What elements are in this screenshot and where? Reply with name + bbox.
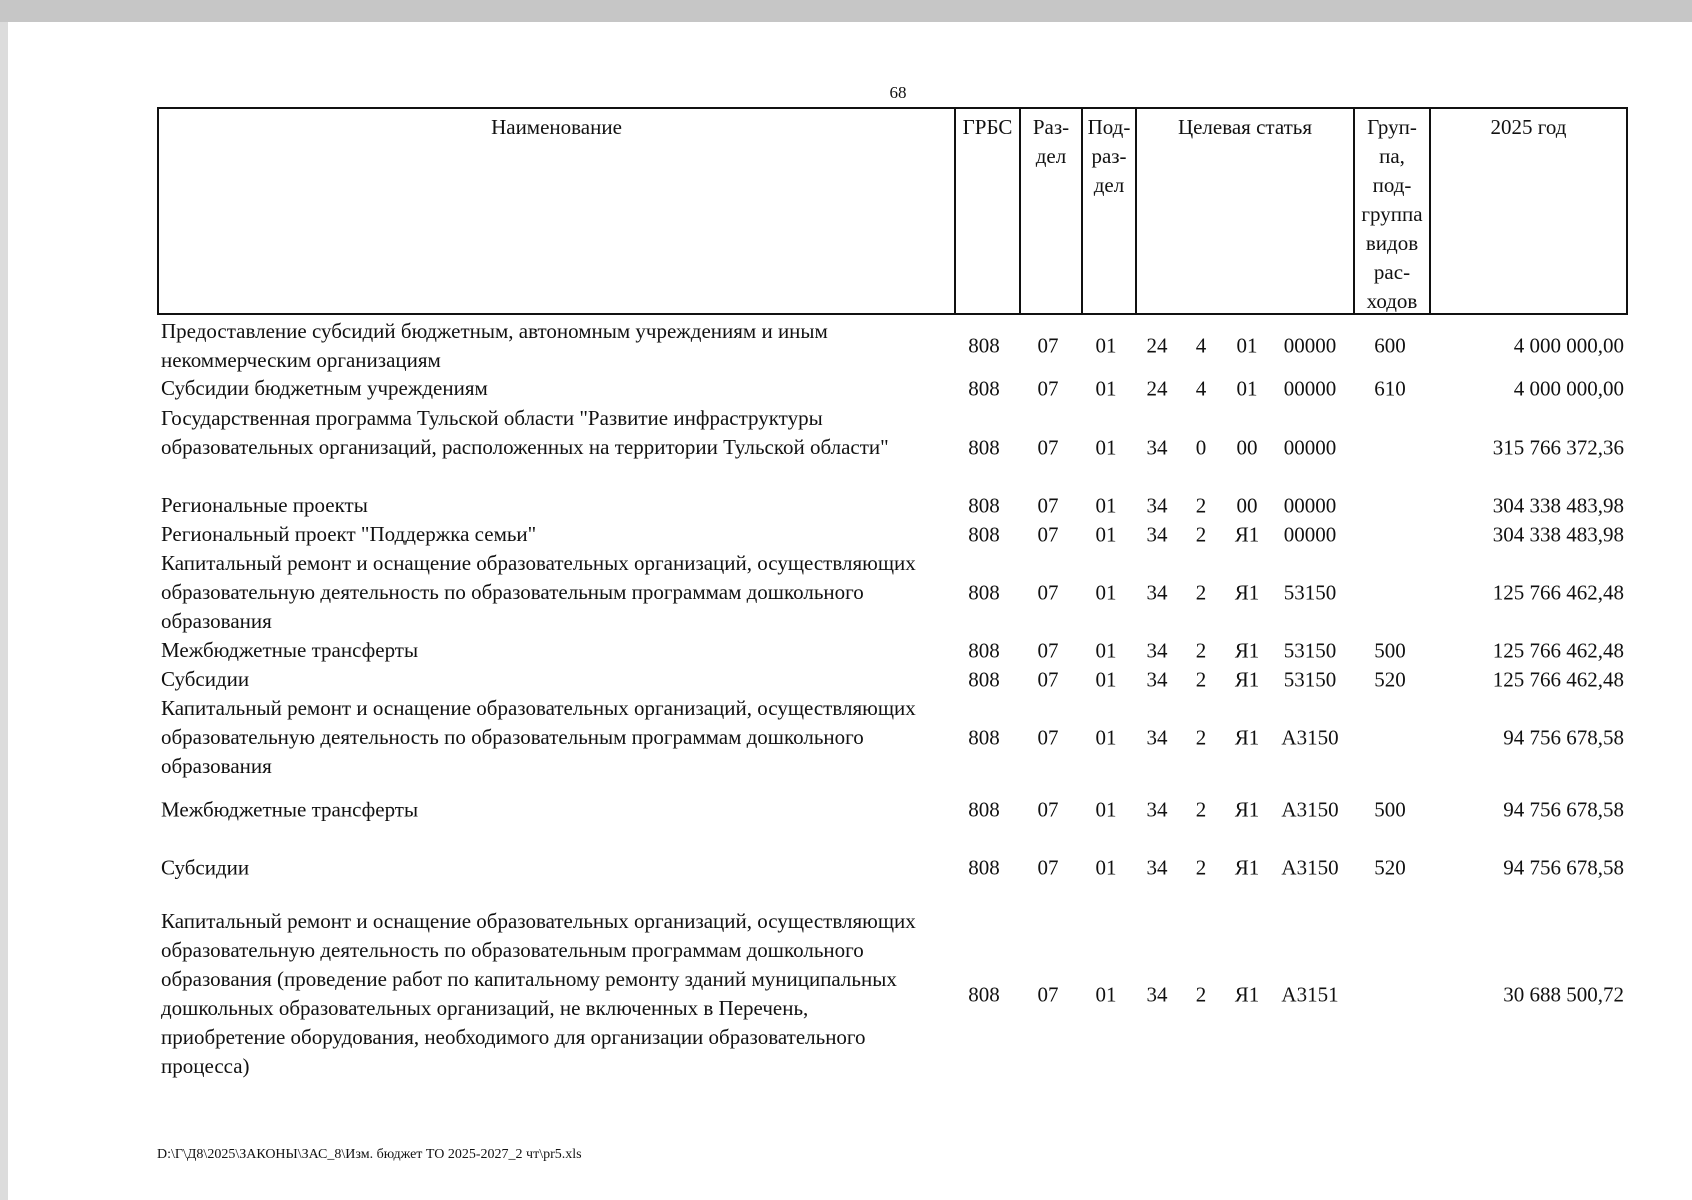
amount-cell: 4 000 000,00	[1513, 376, 1624, 400]
target-part1-cell: 34	[1146, 580, 1168, 604]
subsection-cell: 01	[1095, 638, 1117, 662]
target-part3-cell: Я1	[1234, 638, 1260, 662]
target-part2-cell: 0	[1195, 435, 1207, 459]
amount-cell: 304 338 483,98	[1492, 522, 1624, 546]
target-part3-cell: Я1	[1234, 725, 1260, 749]
grbs-cell: 808	[968, 725, 1000, 749]
scan-edge-left	[0, 22, 8, 1200]
expense-group-cell: 610	[1374, 376, 1406, 400]
target-part4-cell: 53150	[1283, 667, 1337, 691]
grbs-cell: 808	[968, 855, 1000, 880]
target-part3-cell: Я1	[1234, 522, 1260, 546]
target-part1-cell: 34	[1146, 667, 1168, 691]
amount-cell: 125 766 462,48	[1492, 667, 1624, 691]
target-part4-cell: 53150	[1283, 638, 1337, 662]
subsection-cell: 01	[1095, 667, 1117, 691]
target-part3-cell: Я1	[1234, 667, 1260, 691]
amount-cell: 30 688 500,72	[1503, 982, 1624, 1006]
target-part4-cell: 00000	[1283, 522, 1337, 546]
grbs-cell: 808	[968, 522, 1000, 546]
section-cell: 07	[1037, 333, 1059, 358]
row-name: Предоставление субсидий бюджетным, автономным учреждениям и иным некоммерческим организациям	[161, 319, 828, 372]
grbs-cell: 808	[968, 493, 1000, 517]
row-name: Государственная программа Тульской области "Развитие инфраструктуры образовательных организаций, расположенных на территории Тульской области"	[161, 406, 889, 459]
amount-cell: 94 756 678,58	[1503, 725, 1624, 749]
section-cell: 07	[1037, 580, 1059, 604]
section-cell: 07	[1037, 982, 1059, 1006]
expense-group-cell: 500	[1374, 797, 1406, 822]
subsection-cell: 01	[1095, 855, 1117, 880]
file-path-footer: D:\Г\Д8\2025\ЗАКОНЫ\ЗАС_8\Изм. бюджет ТО 2025-2027_2 чт\pr5.xls	[157, 1147, 582, 1162]
table-row	[157, 636, 1628, 665]
grbs-cell: 808	[968, 667, 1000, 691]
subsection-cell: 01	[1095, 797, 1117, 822]
expense-group-cell: 520	[1374, 667, 1406, 691]
row-name: Субсидии бюджетным учреждениям	[161, 376, 488, 400]
target-part1-cell: 34	[1146, 493, 1168, 517]
target-part4-cell: А3150	[1281, 725, 1339, 749]
table-row	[157, 549, 1628, 636]
target-part4-cell: А3150	[1281, 797, 1339, 822]
amount-cell: 125 766 462,48	[1492, 580, 1624, 604]
target-part1-cell: 34	[1146, 855, 1168, 880]
amount-cell: 94 756 678,58	[1503, 797, 1624, 822]
section-cell: 07	[1037, 376, 1059, 400]
table-row	[157, 848, 1628, 888]
section-cell: 07	[1037, 522, 1059, 546]
grbs-cell: 808	[968, 638, 1000, 662]
header-year: 2025 год	[1490, 115, 1567, 139]
grbs-cell: 808	[968, 376, 1000, 400]
expense-group-cell: 500	[1374, 638, 1406, 662]
table-row	[157, 404, 1628, 491]
target-part3-cell: Я1	[1234, 855, 1260, 880]
section-cell: 07	[1037, 638, 1059, 662]
target-part4-cell: А3151	[1281, 982, 1339, 1006]
target-part4-cell: 00000	[1283, 493, 1337, 517]
target-part3-cell: Я1	[1234, 982, 1260, 1006]
target-part1-cell: 34	[1146, 725, 1168, 749]
target-part3-cell: Я1	[1234, 580, 1260, 604]
row-name: Капитальный ремонт и оснащение образовательных организаций, осуществляющих образовательную деятельность по образовательным программам дошкольного образования	[161, 551, 916, 633]
table-header	[157, 107, 1628, 315]
section-cell: 07	[1037, 855, 1059, 880]
section-cell: 07	[1037, 725, 1059, 749]
table-row	[157, 491, 1628, 520]
subsection-cell: 01	[1095, 725, 1117, 749]
target-part2-cell: 2	[1195, 855, 1207, 880]
target-part4-cell: 00000	[1283, 376, 1337, 400]
target-part2-cell: 4	[1195, 376, 1207, 400]
target-part3-cell: 00	[1236, 493, 1258, 517]
header-target: Целевая статья	[1177, 115, 1313, 139]
target-part3-cell: 01	[1236, 376, 1258, 400]
row-name: Капитальный ремонт и оснащение образовательных организаций, осуществляющих образовательную деятельность по образовательным программам дошкольного образования	[161, 696, 916, 778]
row-name: Межбюджетные трансферты	[161, 638, 419, 662]
target-part2-cell: 2	[1195, 982, 1207, 1006]
table-row	[157, 665, 1628, 694]
grbs-cell: 808	[968, 333, 1000, 358]
target-part1-cell: 24	[1146, 333, 1168, 358]
scan-edge-top	[0, 0, 1692, 22]
target-part2-cell: 2	[1195, 493, 1207, 517]
target-part2-cell: 2	[1195, 638, 1207, 662]
target-part1-cell: 34	[1146, 982, 1168, 1006]
target-part4-cell: 53150	[1283, 580, 1337, 604]
subsection-cell: 01	[1095, 522, 1117, 546]
table-row	[157, 520, 1628, 549]
row-name: Капитальный ремонт и оснащение образовательных организаций, осуществляющих образовательную деятельность по образовательным программам дошкольного образования (проведение работ по капитальному ремонту зданий муниципальных дошкольных образовательных организаций, не включенных в Перечень, приобретение оборудования, необходимого для организации образовательного процесса)	[161, 909, 916, 1078]
target-part2-cell: 2	[1195, 667, 1207, 691]
table-row	[157, 317, 1628, 375]
section-cell: 07	[1037, 797, 1059, 822]
table-row	[157, 907, 1628, 1082]
target-part3-cell: 00	[1236, 435, 1258, 459]
subsection-cell: 01	[1095, 493, 1117, 517]
amount-cell: 125 766 462,48	[1492, 638, 1624, 662]
table-row	[157, 790, 1628, 830]
header-grbs: ГРБС	[962, 115, 1013, 139]
table-row	[157, 694, 1628, 781]
target-part4-cell: 00000	[1283, 435, 1337, 459]
amount-cell: 4 000 000,00	[1513, 333, 1624, 358]
target-part2-cell: 4	[1195, 333, 1207, 358]
row-name: Региональный проект "Поддержка семьи"	[161, 522, 537, 546]
grbs-cell: 808	[968, 982, 1000, 1006]
expense-group-cell: 520	[1374, 855, 1406, 880]
header-section: Раз- дел	[1032, 115, 1070, 168]
target-part2-cell: 2	[1195, 797, 1207, 822]
amount-cell: 304 338 483,98	[1492, 493, 1624, 517]
subsection-cell: 01	[1095, 435, 1117, 459]
target-part3-cell: Я1	[1234, 797, 1260, 822]
page-number: 68	[889, 83, 907, 102]
header-name: Наименование	[491, 115, 622, 139]
expense-group-cell: 600	[1374, 333, 1406, 358]
header-subsection: Под- раз- дел	[1087, 115, 1131, 197]
target-part1-cell: 34	[1146, 797, 1168, 822]
subsection-cell: 01	[1095, 333, 1117, 358]
section-cell: 07	[1037, 435, 1059, 459]
section-cell: 07	[1037, 493, 1059, 517]
section-cell: 07	[1037, 667, 1059, 691]
row-name: Межбюджетные трансферты	[161, 797, 419, 822]
target-part4-cell: А3150	[1281, 855, 1339, 880]
row-name: Субсидии	[161, 855, 250, 880]
target-part2-cell: 2	[1195, 580, 1207, 604]
subsection-cell: 01	[1095, 982, 1117, 1006]
grbs-cell: 808	[968, 580, 1000, 604]
header-group: Груп- па, под- группа видов рас- ходов	[1361, 115, 1423, 313]
target-part1-cell: 34	[1146, 638, 1168, 662]
subsection-cell: 01	[1095, 376, 1117, 400]
target-part3-cell: 01	[1236, 333, 1258, 358]
target-part2-cell: 2	[1195, 522, 1207, 546]
amount-cell: 315 766 372,36	[1492, 435, 1624, 459]
row-name: Региональные проекты	[161, 493, 368, 517]
target-part1-cell: 34	[1146, 435, 1168, 459]
grbs-cell: 808	[968, 797, 1000, 822]
target-part2-cell: 2	[1195, 725, 1207, 749]
amount-cell: 94 756 678,58	[1503, 855, 1624, 880]
table-row	[157, 374, 1628, 403]
target-part4-cell: 00000	[1283, 333, 1337, 358]
row-name: Субсидии	[161, 667, 250, 691]
target-part1-cell: 24	[1146, 376, 1168, 400]
target-part1-cell: 34	[1146, 522, 1168, 546]
subsection-cell: 01	[1095, 580, 1117, 604]
grbs-cell: 808	[968, 435, 1000, 459]
